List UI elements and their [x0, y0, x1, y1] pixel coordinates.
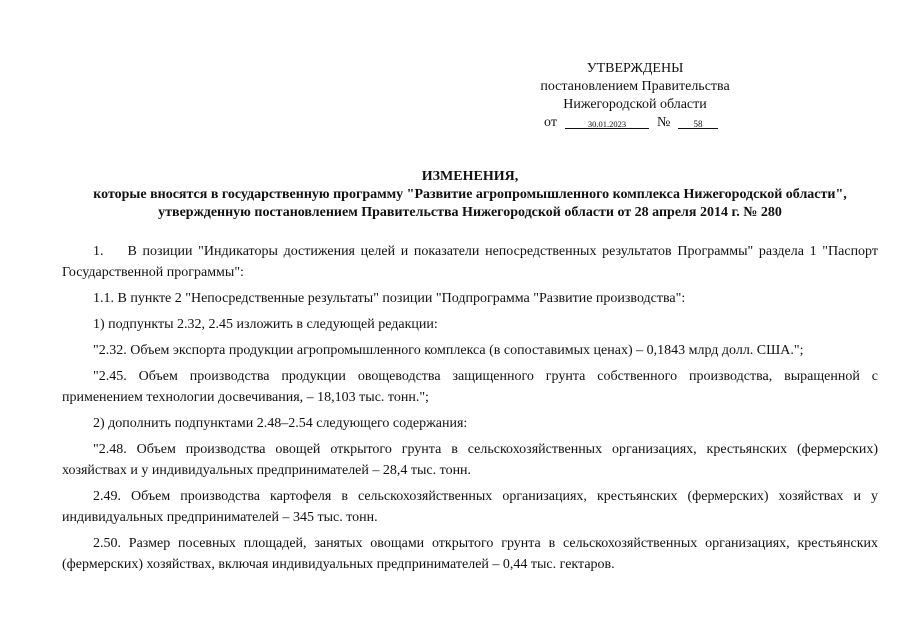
approval-line-decree: постановлением Правительства [540, 79, 730, 94]
paragraph-sub-1: 1) подпункты 2.32, 2.45 изложить в следующей редакции: [93, 317, 438, 332]
paragraph-1-1: 1.1. В пункте 2 "Непосредственные результаты" позиции "Подпрограмма "Развитие производства": [93, 291, 686, 306]
paragraph-sub-2: 2) дополнить подпунктами 2.48–2.54 следующего содержания: [93, 416, 468, 431]
approval-from-label: от [544, 115, 557, 130]
approval-date-line [520, 114, 750, 132]
paragraph-1 [62, 241, 878, 288]
title-subline-2: утвержденную постановлением Правительства Нижегородской области от 28 апреля 2014 г. № 280 [158, 205, 782, 220]
document-title [40, 168, 900, 222]
paragraph-2-32: "2.32. Объем экспорта продукции агропромышленного комплекса (в сопоставимых ценах) – 0,1843 млрд долл. США."; [93, 343, 804, 358]
paragraph-2-48: "2.48. Объем производства овощей открытого грунта в сельскохозяйственных организациях, крестьянских (фермерских) хозяйствах и у индивидуальных предпринимателей – 28,4 тыс. тонн. [62, 442, 878, 478]
approval-date: 30.01.2023 [565, 114, 649, 129]
title-subline-1: которые вносятся в государственную программу "Развитие агропромышленного комплекса Нижегородской области", [93, 187, 847, 202]
paragraph-2-45: "2.45. Объем производства продукции овощеводства защищенного грунта собственного производства, выращенной с применением технологии досвечивания, – 18,103 тыс. тонн."; [62, 369, 878, 405]
approval-stamp [520, 60, 750, 132]
document-body [62, 241, 878, 580]
paragraph-1-text: В позиции "Индикаторы достижения целей и показатели непосредственных результатов Программы" раздела 1 "Паспорт Государственной программы": [62, 244, 878, 280]
title-heading: ИЗМЕНЕНИЯ, [421, 169, 519, 184]
approval-number-label: № [657, 115, 671, 130]
paragraph-2-49: 2.49. Объем производства картофеля в сельскохозяйственных организациях, крестьянских (фермерских) хозяйствах и у индивидуальных предпринимателей – 345 тыс. тонн. [62, 489, 878, 525]
paragraph-1-number: 1. [93, 244, 104, 259]
approval-heading: УТВЕРЖДЕНЫ [586, 61, 684, 76]
paragraph-2-50: 2.50. Размер посевных площадей, занятых овощами открытого грунта в сельскохозяйственных организациях, крестьянских (фермерских) хозяйствах, включая индивидуальных предпринимателей – 0,44 тыс. гектаров. [62, 536, 878, 572]
approval-line-region: Нижегородской области [563, 97, 707, 112]
approval-number: 58 [678, 114, 718, 129]
